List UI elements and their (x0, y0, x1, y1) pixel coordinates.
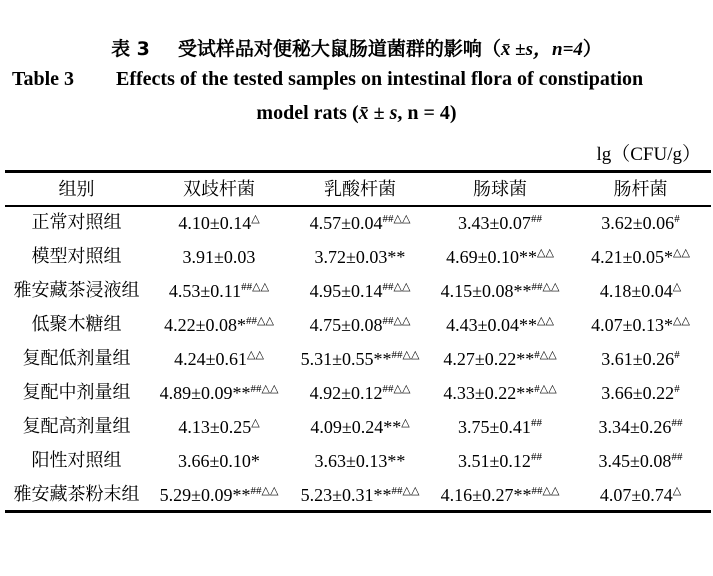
cell-value: 3.34±0.26 (598, 417, 672, 437)
cell-value: 4.07±0.13* (591, 315, 673, 335)
table-cell (290, 342, 430, 376)
table-cell (148, 342, 290, 376)
significance-mark: △ (251, 417, 260, 429)
cell-value: 3.61±0.26 (601, 349, 675, 369)
cell-value: 5.31±0.55** (300, 349, 392, 369)
significance-mark: △ (401, 417, 410, 429)
significance-mark: △△ (246, 349, 264, 361)
table-title-cn (0, 34, 713, 61)
table-cell (430, 206, 570, 240)
cell-value: 3.66±0.22 (601, 383, 675, 403)
title-en-stat: x̄ ± s (358, 102, 398, 124)
significance-mark: ## (530, 417, 542, 429)
title-text-en: Effects of the tested samples on intestinal flora of constipation (116, 68, 644, 90)
significance-mark: ##△△ (531, 485, 560, 497)
cell-value: 4.21±0.05* (591, 247, 673, 267)
unit-label: lg（CFU/g） (596, 144, 701, 165)
table-cell (570, 308, 711, 342)
significance-mark: ##△△ (382, 383, 411, 395)
cell-value: 3.72±0.03** (314, 247, 406, 267)
significance-mark: ##△△ (245, 315, 274, 327)
significance-mark: ##△△ (382, 281, 411, 293)
cell-value: 3.63±0.13** (314, 451, 406, 471)
cell-value: 4.27±0.22** (443, 349, 535, 369)
table-row (0, 478, 713, 512)
cell-value: 3.75±0.41 (458, 417, 531, 437)
cell-value: 5.23±0.31** (300, 485, 392, 505)
significance-mark: ## (530, 451, 542, 463)
table-row (0, 444, 713, 478)
table-cell (570, 478, 711, 512)
significance-mark: # (674, 213, 680, 225)
table-top-rule (5, 170, 711, 173)
row-group-label: 复配低剂量组 (22, 348, 131, 369)
table-cell (290, 478, 430, 512)
cell-value: 4.18±0.04 (599, 281, 673, 301)
table-cell (290, 410, 430, 444)
cell-value: 4.33±0.22** (443, 383, 535, 403)
cell-value: 3.62±0.06 (601, 213, 675, 233)
row-group-label: 复配高剂量组 (22, 416, 131, 437)
title-en-suffix: , n = 4) (397, 102, 457, 124)
table-row (0, 206, 713, 240)
significance-mark: △ (672, 281, 682, 293)
cell-value: 4.53±0.11 (168, 281, 242, 301)
table-cell (148, 206, 290, 240)
significance-mark: ## (530, 213, 542, 225)
table-row (0, 342, 713, 376)
cell-value: 3.66±0.10* (178, 451, 260, 471)
significance-mark: # (674, 383, 680, 395)
table-cell (290, 206, 430, 240)
significance-mark: ##△△ (241, 281, 270, 293)
table-cell (290, 240, 430, 274)
significance-mark: ##△△ (382, 213, 411, 225)
cell-value: 4.10±0.14 (178, 213, 252, 233)
table-header (0, 175, 713, 203)
cell-value: 4.95±0.14 (309, 281, 383, 301)
significance-mark: △△ (672, 247, 690, 259)
row-group-label: 正常对照组 (31, 212, 122, 233)
table-cell (430, 342, 570, 376)
significance-mark: △△ (672, 315, 690, 327)
column-header-enterococcus: 肠球菌 (473, 179, 527, 200)
table-cell (570, 410, 711, 444)
significance-mark: △△ (536, 315, 554, 327)
table-number-en: Table 3 (12, 68, 75, 90)
row-group-label: 复配中剂量组 (22, 382, 131, 403)
significance-mark: ##△△ (391, 485, 420, 497)
table-cell (570, 376, 711, 410)
table-row (0, 240, 713, 274)
column-header-bifidobacterium: 双歧杆菌 (183, 179, 255, 200)
cell-value: 3.51±0.12 (458, 451, 531, 471)
table-cell (430, 308, 570, 342)
table-cell (148, 376, 290, 410)
title-n-cn: ，n=4 (533, 39, 583, 60)
table-row (0, 308, 713, 342)
significance-mark: ## (671, 451, 683, 463)
table-cell (148, 478, 290, 512)
column-header-group: 组别 (58, 179, 95, 200)
cell-value: 4.24±0.61 (174, 349, 247, 369)
significance-mark: ##△△ (391, 349, 420, 361)
table-bottom-rule (5, 510, 711, 513)
table-cell (148, 240, 290, 274)
cell-value: 4.09±0.24** (310, 417, 402, 437)
table-cell (430, 444, 570, 478)
title-en-prefix: model rats ( (256, 102, 359, 124)
cell-value: 4.89±0.09** (159, 383, 251, 403)
significance-mark: △ (672, 485, 682, 497)
row-group-label: 低聚木糖组 (31, 314, 122, 335)
cell-value: 5.29±0.09** (159, 485, 251, 505)
table-number-cn: 表 3 (111, 38, 150, 60)
cell-value: 4.43±0.04** (446, 315, 537, 335)
significance-mark: △ (251, 213, 260, 225)
table-title-en-line2 (0, 102, 713, 125)
cell-value: 4.75±0.08 (309, 315, 383, 335)
table-cell (148, 444, 290, 478)
significance-mark: #△△ (534, 383, 557, 395)
title-text-cn: 受试样品对便秘大鼠肠道菌群的影响（ (177, 38, 501, 60)
table-cell (148, 410, 290, 444)
table-cell (430, 274, 570, 308)
table-cell (290, 274, 430, 308)
significance-mark: △△ (536, 247, 554, 259)
significance-mark: ##△△ (250, 383, 279, 395)
table-cell (570, 274, 711, 308)
table-cell (148, 308, 290, 342)
cell-value: 3.91±0.03 (182, 247, 256, 267)
row-group-label: 模型对照组 (31, 246, 122, 267)
table-cell (430, 376, 570, 410)
significance-mark: ##△△ (250, 485, 279, 497)
table-cell (430, 240, 570, 274)
cell-value: 4.15±0.08** (440, 281, 532, 301)
table-cell (430, 410, 570, 444)
table-cell (570, 206, 711, 240)
row-group-label: 雅安藏茶粉末组 (13, 484, 140, 505)
significance-mark: #△△ (534, 349, 557, 361)
cell-value: 3.43±0.07 (458, 213, 531, 233)
table-cell (570, 342, 711, 376)
significance-mark: ## (671, 417, 683, 429)
cell-value: 4.13±0.25 (178, 417, 252, 437)
cell-value: 4.22±0.08* (164, 315, 246, 335)
table-cell (148, 274, 290, 308)
row-group-label: 阳性对照组 (31, 450, 122, 471)
significance-mark: # (674, 349, 680, 361)
table-cell (290, 308, 430, 342)
cell-value: 4.92±0.12 (309, 383, 383, 403)
significance-mark: ##△△ (382, 315, 411, 327)
table-cell (570, 444, 711, 478)
table-row (0, 274, 713, 308)
row-group-label: 雅安藏茶浸液组 (13, 280, 140, 301)
cell-value: 4.16±0.27** (440, 485, 532, 505)
column-header-lactobacillus: 乳酸杆菌 (324, 179, 396, 200)
table-cell (290, 376, 430, 410)
title-stat-cn: x̄ ±s (500, 39, 533, 60)
cell-value: 4.57±0.04 (309, 213, 383, 233)
table-row (0, 376, 713, 410)
table-row (0, 410, 713, 444)
cell-value: 4.69±0.10** (446, 247, 537, 267)
cell-value: 3.45±0.08 (598, 451, 672, 471)
table-cell (290, 444, 430, 478)
cell-value: 4.07±0.74 (599, 485, 673, 505)
table-cell (570, 240, 711, 274)
column-header-enterobacter: 肠杆菌 (613, 179, 668, 200)
significance-mark: ##△△ (531, 281, 560, 293)
title-close-cn: ） (582, 38, 602, 60)
table-cell (430, 478, 570, 512)
